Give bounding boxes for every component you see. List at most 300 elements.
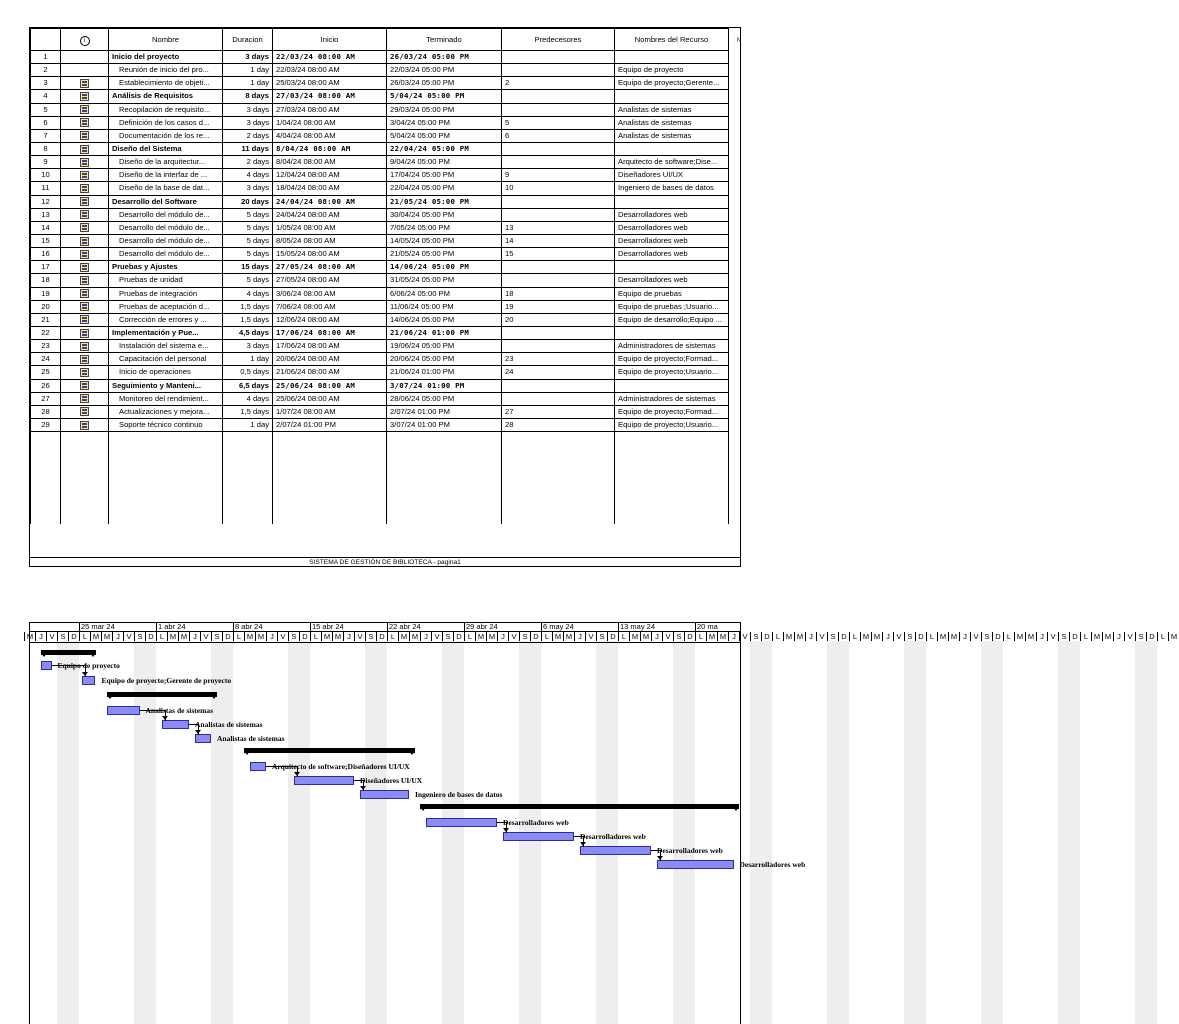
row-predecessors[interactable] <box>502 64 615 77</box>
row-start[interactable]: 25/03/24 08:00 AM <box>273 77 387 90</box>
row-predecessors[interactable]: 24 <box>502 366 615 379</box>
row-indicator[interactable] <box>61 248 109 261</box>
table-row[interactable] <box>31 353 729 366</box>
table-row[interactable] <box>31 234 729 247</box>
row-start[interactable]: 3/06/24 08:00 AM <box>273 287 387 300</box>
row-resources[interactable]: Diseñadores UI/UX <box>615 169 729 182</box>
row-start[interactable]: 17/06/24 08:00 AM <box>273 326 387 339</box>
dependency-arrow[interactable] <box>82 672 88 676</box>
row-start[interactable]: 1/07/24 08:00 AM <box>273 405 387 418</box>
row-finish[interactable]: 21/06/24 01:00 PM <box>387 366 502 379</box>
row-duration[interactable]: 2 days <box>223 129 273 142</box>
row-name[interactable]: Pruebas de integración <box>109 287 223 300</box>
row-resources[interactable]: Equipo de desarrollo;Equipo ... <box>615 313 729 326</box>
dependency-arrow[interactable] <box>195 730 201 734</box>
row-resources[interactable]: Equipo de proyecto;Usuario... <box>615 366 729 379</box>
row-resources[interactable]: Ingeniero de bases de datos <box>615 182 729 195</box>
row-resources[interactable]: Equipo de proyecto <box>615 64 729 77</box>
task-bar[interactable] <box>657 860 734 869</box>
row-predecessors[interactable] <box>502 156 615 169</box>
row-finish[interactable]: 28/06/24 05:00 PM <box>387 392 502 405</box>
row-indicator[interactable] <box>61 156 109 169</box>
row-name[interactable]: Seguimiento y Manteni... <box>109 379 223 392</box>
row-name[interactable]: Desarrollo del Software <box>109 195 223 208</box>
row-start[interactable]: 27/05/24 08:00 AM <box>273 261 387 274</box>
row-duration[interactable]: 4 days <box>223 392 273 405</box>
row-predecessors[interactable] <box>502 326 615 339</box>
row-predecessors[interactable]: 23 <box>502 353 615 366</box>
row-finish[interactable]: 21/05/24 05:00 PM <box>387 248 502 261</box>
row-predecessors[interactable]: 18 <box>502 287 615 300</box>
row-indicator[interactable] <box>61 64 109 77</box>
table-row[interactable] <box>31 300 729 313</box>
row-duration[interactable]: 4,5 days <box>223 326 273 339</box>
row-indicator[interactable] <box>61 313 109 326</box>
row-name[interactable]: Inicio de operaciones <box>109 366 223 379</box>
row-indicator[interactable] <box>61 405 109 418</box>
row-id[interactable]: 22 <box>31 326 61 339</box>
dependency-arrow[interactable] <box>657 856 663 860</box>
task-bar[interactable] <box>426 818 498 827</box>
table-row[interactable] <box>31 405 729 418</box>
table-row[interactable] <box>31 366 729 379</box>
row-predecessors[interactable] <box>502 51 615 64</box>
row-finish[interactable]: 21/05/24 05:00 PM <box>387 195 502 208</box>
header-duration[interactable]: Duracion <box>223 29 273 51</box>
row-name[interactable]: Diseño de la base de dat... <box>109 182 223 195</box>
row-predecessors[interactable] <box>502 340 615 353</box>
row-indicator[interactable] <box>61 366 109 379</box>
row-predecessors[interactable] <box>502 261 615 274</box>
row-finish[interactable]: 22/04/24 05:00 PM <box>387 142 502 155</box>
row-indicator[interactable] <box>61 300 109 313</box>
row-duration[interactable]: 0,5 days <box>223 366 273 379</box>
row-duration[interactable]: 5 days <box>223 221 273 234</box>
row-duration[interactable]: 20 days <box>223 195 273 208</box>
row-predecessors[interactable] <box>502 142 615 155</box>
row-predecessors[interactable] <box>502 195 615 208</box>
row-start[interactable]: 7/06/24 08:00 AM <box>273 300 387 313</box>
table-row[interactable] <box>31 392 729 405</box>
row-resources[interactable] <box>615 379 729 392</box>
row-resources[interactable]: Desarrolladores web <box>615 208 729 221</box>
row-id[interactable]: 16 <box>31 248 61 261</box>
row-indicator[interactable] <box>61 418 109 431</box>
row-name[interactable]: Desarrollo del módulo de... <box>109 248 223 261</box>
row-finish[interactable]: 21/06/24 01:00 PM <box>387 326 502 339</box>
row-duration[interactable]: 3 days <box>223 340 273 353</box>
row-indicator[interactable] <box>61 274 109 287</box>
row-indicator[interactable] <box>61 234 109 247</box>
table-row[interactable] <box>31 90 729 103</box>
row-start[interactable]: 22/03/24 08:00 AM <box>273 64 387 77</box>
row-name[interactable]: Capacitación del personal <box>109 353 223 366</box>
row-id[interactable]: 11 <box>31 182 61 195</box>
row-predecessors[interactable]: 28 <box>502 418 615 431</box>
row-duration[interactable]: 8 days <box>223 90 273 103</box>
row-finish[interactable]: 22/03/24 05:00 PM <box>387 64 502 77</box>
row-finish[interactable]: 14/06/24 05:00 PM <box>387 313 502 326</box>
row-finish[interactable]: 14/05/24 05:00 PM <box>387 234 502 247</box>
row-finish[interactable]: 14/06/24 05:00 PM <box>387 261 502 274</box>
row-duration[interactable]: 1,5 days <box>223 405 273 418</box>
row-duration[interactable]: 1 day <box>223 353 273 366</box>
day-letter: V <box>893 632 904 641</box>
table-row[interactable] <box>31 208 729 221</box>
row-start[interactable]: 27/05/24 08:00 AM <box>273 274 387 287</box>
row-finish[interactable]: 20/06/24 05:00 PM <box>387 353 502 366</box>
row-name[interactable]: Reunión de inicio del pro... <box>109 64 223 77</box>
task-bar[interactable] <box>162 720 190 729</box>
row-start[interactable]: 8/05/24 08:00 AM <box>273 234 387 247</box>
row-finish[interactable]: 7/05/24 05:00 PM <box>387 221 502 234</box>
task-bar[interactable] <box>503 832 575 841</box>
row-name[interactable]: Establecimiento de objeti... <box>109 77 223 90</box>
row-resources[interactable]: Analistas de sistemas <box>615 129 729 142</box>
row-name[interactable]: Soporte técnico continuo <box>109 418 223 431</box>
row-indicator[interactable] <box>61 103 109 116</box>
row-predecessors[interactable]: 27 <box>502 405 615 418</box>
summary-bar[interactable] <box>107 692 217 697</box>
row-finish[interactable]: 30/04/24 05:00 PM <box>387 208 502 221</box>
row-finish[interactable]: 5/04/24 05:00 PM <box>387 90 502 103</box>
row-predecessors[interactable]: 10 <box>502 182 615 195</box>
row-start[interactable]: 25/06/24 08:00 AM <box>273 379 387 392</box>
row-finish[interactable]: 26/03/24 05:00 PM <box>387 51 502 64</box>
row-duration[interactable]: 1,5 days <box>223 300 273 313</box>
row-id[interactable]: 8 <box>31 142 61 155</box>
row-finish[interactable]: 6/06/24 05:00 PM <box>387 287 502 300</box>
summary-bar[interactable] <box>420 804 739 809</box>
row-indicator[interactable] <box>61 129 109 142</box>
row-predecessors[interactable] <box>502 274 615 287</box>
row-indicator[interactable] <box>61 169 109 182</box>
row-resources[interactable] <box>615 51 729 64</box>
row-duration[interactable]: 3 days <box>223 103 273 116</box>
table-row[interactable] <box>31 313 729 326</box>
row-start[interactable]: 20/06/24 08:00 AM <box>273 353 387 366</box>
row-resources[interactable]: Equipo de proyecto;Usuario... <box>615 418 729 431</box>
task-bar[interactable] <box>294 776 355 785</box>
row-start[interactable]: 18/04/24 08:00 AM <box>273 182 387 195</box>
row-name[interactable]: Pruebas y Ajustes <box>109 261 223 274</box>
row-duration[interactable]: 5 days <box>223 234 273 247</box>
row-id[interactable]: 24 <box>31 353 61 366</box>
row-predecessors[interactable]: 19 <box>502 300 615 313</box>
row-id[interactable]: 26 <box>31 379 61 392</box>
table-row[interactable] <box>31 379 729 392</box>
task-bar[interactable] <box>107 706 140 715</box>
table-row[interactable] <box>31 287 729 300</box>
row-resources[interactable] <box>615 326 729 339</box>
row-id[interactable]: 2 <box>31 64 61 77</box>
task-bar[interactable] <box>41 661 52 670</box>
row-name[interactable]: Diseño del Sistema <box>109 142 223 155</box>
row-id[interactable]: 25 <box>31 366 61 379</box>
page-footer: SISTEMA DE GESTIÓN DE BIBLIOTECA - pagina1 <box>30 557 740 568</box>
row-indicator[interactable] <box>61 208 109 221</box>
table-row[interactable] <box>31 326 729 339</box>
table-row[interactable] <box>31 182 729 195</box>
header-id[interactable] <box>31 29 61 51</box>
row-name[interactable]: Corrección de errores y ... <box>109 313 223 326</box>
row-indicator[interactable] <box>61 142 109 155</box>
row-name[interactable]: Pruebas de unidad <box>109 274 223 287</box>
row-finish[interactable]: 31/05/24 05:00 PM <box>387 274 502 287</box>
row-id[interactable]: 18 <box>31 274 61 287</box>
row-resources[interactable]: Equipo de proyecto;Formad... <box>615 353 729 366</box>
row-id[interactable]: 14 <box>31 221 61 234</box>
row-predecessors[interactable]: 6 <box>502 129 615 142</box>
row-indicator[interactable] <box>61 116 109 129</box>
row-indicator[interactable] <box>61 287 109 300</box>
row-resources[interactable]: Analistas de sistemas <box>615 116 729 129</box>
row-name[interactable]: Diseño de la arquitectur... <box>109 156 223 169</box>
row-id[interactable]: 20 <box>31 300 61 313</box>
row-id[interactable]: 21 <box>31 313 61 326</box>
dependency-arrow[interactable] <box>580 842 586 846</box>
header-resources[interactable]: Nombres del Recurso <box>615 29 729 51</box>
row-resources[interactable] <box>615 195 729 208</box>
row-duration[interactable]: 1 day <box>223 77 273 90</box>
row-finish[interactable]: 11/06/24 05:00 PM <box>387 300 502 313</box>
row-start[interactable]: 8/04/24 08:00 AM <box>273 142 387 155</box>
row-predecessors[interactable]: 13 <box>502 221 615 234</box>
row-name[interactable]: Recopilación de requisito... <box>109 103 223 116</box>
dependency-line[interactable] <box>52 665 87 677</box>
row-start[interactable]: 25/06/24 08:00 AM <box>273 392 387 405</box>
row-predecessors[interactable]: 2 <box>502 77 615 90</box>
row-start[interactable]: 4/04/24 08:00 AM <box>273 129 387 142</box>
row-name[interactable]: Pruebas de aceptación d... <box>109 300 223 313</box>
row-name[interactable]: Actualizaciones y mejora... <box>109 405 223 418</box>
row-resources[interactable]: Administradores de sistemas <box>615 392 729 405</box>
row-name[interactable]: Inicio del proyecto <box>109 51 223 64</box>
row-start[interactable]: 12/04/24 08:00 AM <box>273 169 387 182</box>
header-name[interactable]: Nombre <box>109 29 223 51</box>
table-row[interactable] <box>31 77 729 90</box>
row-duration[interactable]: 3 days <box>223 51 273 64</box>
row-resources[interactable]: Desarrolladores web <box>615 234 729 247</box>
row-start[interactable]: 24/04/24 08:00 AM <box>273 208 387 221</box>
row-duration[interactable]: 3 days <box>223 182 273 195</box>
row-duration[interactable]: 1 day <box>223 418 273 431</box>
row-duration[interactable]: 4 days <box>223 287 273 300</box>
row-id[interactable]: 10 <box>31 169 61 182</box>
row-start[interactable]: 27/03/24 08:00 AM <box>273 90 387 103</box>
row-id[interactable]: 15 <box>31 234 61 247</box>
row-start[interactable]: 2/07/24 01:00 PM <box>273 418 387 431</box>
dependency-arrow[interactable] <box>503 828 509 832</box>
summary-bar[interactable] <box>41 650 96 655</box>
row-duration[interactable]: 6,5 days <box>223 379 273 392</box>
row-predecessors[interactable]: 14 <box>502 234 615 247</box>
row-id[interactable]: 4 <box>31 90 61 103</box>
row-predecessors[interactable]: 15 <box>502 248 615 261</box>
table-row[interactable] <box>31 64 729 77</box>
row-finish[interactable]: 19/06/24 05:00 PM <box>387 340 502 353</box>
task-bar[interactable] <box>195 734 212 743</box>
row-duration[interactable]: 2 days <box>223 156 273 169</box>
row-predecessors[interactable] <box>502 103 615 116</box>
row-id[interactable]: 27 <box>31 392 61 405</box>
row-id[interactable]: 17 <box>31 261 61 274</box>
task-bar[interactable] <box>82 676 95 685</box>
header-info[interactable] <box>61 29 109 51</box>
day-letter: D <box>761 632 772 641</box>
row-resources[interactable]: Desarrolladores web <box>615 221 729 234</box>
row-name[interactable]: Documentación de los re... <box>109 129 223 142</box>
row-indicator[interactable] <box>61 326 109 339</box>
dependency-arrow[interactable] <box>360 786 366 790</box>
task-bar[interactable] <box>580 846 652 855</box>
row-finish[interactable]: 3/07/24 01:00 PM <box>387 418 502 431</box>
row-indicator[interactable] <box>61 182 109 195</box>
row-id[interactable]: 5 <box>31 103 61 116</box>
row-predecessors[interactable]: 9 <box>502 169 615 182</box>
row-id[interactable]: 29 <box>31 418 61 431</box>
row-start[interactable]: 1/04/24 08:00 AM <box>273 116 387 129</box>
row-resources[interactable]: Desarrolladores web <box>615 248 729 261</box>
table-row[interactable] <box>31 116 729 129</box>
row-indicator[interactable] <box>61 261 109 274</box>
row-finish[interactable]: 3/07/24 01:00 PM <box>387 379 502 392</box>
row-id[interactable]: 13 <box>31 208 61 221</box>
task-notes-icon <box>80 237 89 246</box>
table-row[interactable] <box>31 274 729 287</box>
row-id[interactable]: 19 <box>31 287 61 300</box>
row-finish[interactable]: 29/03/24 05:00 PM <box>387 103 502 116</box>
row-duration[interactable]: 11 days <box>223 142 273 155</box>
header-predecessors[interactable]: Predecesores <box>502 29 615 51</box>
row-predecessors[interactable] <box>502 90 615 103</box>
row-finish[interactable]: 5/04/24 05:00 PM <box>387 129 502 142</box>
table-row[interactable] <box>31 261 729 274</box>
row-id[interactable]: 9 <box>31 156 61 169</box>
row-resources[interactable]: Desarrolladores web <box>615 274 729 287</box>
row-name[interactable]: Desarrollo del módulo de... <box>109 208 223 221</box>
table-row[interactable] <box>31 129 729 142</box>
row-indicator[interactable] <box>61 195 109 208</box>
row-name[interactable]: Instalación del sistema e... <box>109 340 223 353</box>
row-name[interactable]: Monitoreo del rendimient... <box>109 392 223 405</box>
row-predecessors[interactable] <box>502 392 615 405</box>
row-resources[interactable] <box>615 261 729 274</box>
row-indicator[interactable] <box>61 221 109 234</box>
row-predecessors[interactable] <box>502 208 615 221</box>
row-indicator[interactable] <box>61 353 109 366</box>
row-duration[interactable]: 5 days <box>223 274 273 287</box>
row-duration[interactable]: 5 days <box>223 248 273 261</box>
row-finish[interactable]: 26/03/24 05:00 PM <box>387 77 502 90</box>
row-name[interactable]: Diseño de la interfaz de ... <box>109 169 223 182</box>
header-start[interactable]: Inicio <box>273 29 387 51</box>
row-indicator[interactable] <box>61 51 109 64</box>
row-start[interactable]: 15/05/24 08:00 AM <box>273 248 387 261</box>
row-duration[interactable]: 5 days <box>223 208 273 221</box>
row-finish[interactable]: 2/07/24 01:00 PM <box>387 405 502 418</box>
row-start[interactable]: 17/06/24 08:00 AM <box>273 340 387 353</box>
row-id[interactable]: 28 <box>31 405 61 418</box>
row-duration[interactable]: 1 day <box>223 64 273 77</box>
task-bar[interactable] <box>360 790 410 799</box>
row-predecessors[interactable] <box>502 379 615 392</box>
dependency-arrow[interactable] <box>294 772 300 776</box>
row-id[interactable]: 12 <box>31 195 61 208</box>
header-finish[interactable]: Terminado <box>387 29 502 51</box>
dependency-arrow[interactable] <box>162 716 168 720</box>
row-finish[interactable]: 17/04/24 05:00 PM <box>387 169 502 182</box>
row-indicator[interactable] <box>61 392 109 405</box>
row-start[interactable]: 27/03/24 08:00 AM <box>273 103 387 116</box>
row-name[interactable]: Definición de los casos d... <box>109 116 223 129</box>
row-predecessors[interactable]: 5 <box>502 116 615 129</box>
row-finish[interactable]: 9/04/24 05:00 PM <box>387 156 502 169</box>
row-id[interactable]: 23 <box>31 340 61 353</box>
row-duration[interactable]: 15 days <box>223 261 273 274</box>
table-row[interactable] <box>31 103 729 116</box>
row-name[interactable]: Análisis de Requisitos <box>109 90 223 103</box>
row-duration[interactable]: 3 days <box>223 116 273 129</box>
table-row[interactable] <box>31 340 729 353</box>
week-divider <box>310 623 311 631</box>
row-start[interactable]: 12/06/24 08:00 AM <box>273 313 387 326</box>
row-resources[interactable]: Equipo de proyecto;Formad... <box>615 405 729 418</box>
row-start[interactable]: 21/06/24 08:00 AM <box>273 366 387 379</box>
table-row[interactable] <box>31 142 729 155</box>
row-indicator[interactable] <box>61 379 109 392</box>
task-bar[interactable] <box>250 762 267 771</box>
row-indicator[interactable] <box>61 90 109 103</box>
row-id[interactable]: 1 <box>31 51 61 64</box>
row-finish[interactable]: 3/04/24 05:00 PM <box>387 116 502 129</box>
row-indicator[interactable] <box>61 77 109 90</box>
row-resources[interactable]: Equipo de proyecto;Gerente... <box>615 77 729 90</box>
table-row[interactable] <box>31 221 729 234</box>
row-resources[interactable] <box>615 90 729 103</box>
row-name[interactable]: Desarrollo del módulo de... <box>109 221 223 234</box>
row-resources[interactable] <box>615 142 729 155</box>
table-row[interactable] <box>31 51 729 64</box>
task-notes-icon <box>80 250 89 259</box>
table-row[interactable] <box>31 418 729 431</box>
row-duration[interactable]: 4 days <box>223 169 273 182</box>
row-indicator[interactable] <box>61 340 109 353</box>
row-id[interactable]: 3 <box>31 77 61 90</box>
row-finish[interactable]: 22/04/24 05:00 PM <box>387 182 502 195</box>
row-name[interactable]: Desarrollo del módulo de... <box>109 234 223 247</box>
table-row[interactable] <box>31 169 729 182</box>
row-duration[interactable]: 1,5 days <box>223 313 273 326</box>
row-resources[interactable]: Equipo de pruebas <box>615 287 729 300</box>
summary-bar[interactable] <box>244 748 415 753</box>
row-id[interactable]: 6 <box>31 116 61 129</box>
row-name[interactable]: Implementación y Pue... <box>109 326 223 339</box>
row-start[interactable]: 24/04/24 08:00 AM <box>273 195 387 208</box>
table-row[interactable] <box>31 195 729 208</box>
row-id[interactable]: 7 <box>31 129 61 142</box>
table-row[interactable] <box>31 248 729 261</box>
row-resources[interactable]: Arquitecto de software;Dise... <box>615 156 729 169</box>
row-start[interactable]: 8/04/24 08:00 AM <box>273 156 387 169</box>
row-predecessors[interactable]: 20 <box>502 313 615 326</box>
row-resources[interactable]: Equipo de pruebas ;Usuario... <box>615 300 729 313</box>
row-resources[interactable]: Administradores de sistemas <box>615 340 729 353</box>
table-row[interactable] <box>31 156 729 169</box>
row-resources[interactable]: Analistas de sistemas <box>615 103 729 116</box>
row-start[interactable]: 22/03/24 08:00 AM <box>273 51 387 64</box>
row-start[interactable]: 1/05/24 08:00 AM <box>273 221 387 234</box>
